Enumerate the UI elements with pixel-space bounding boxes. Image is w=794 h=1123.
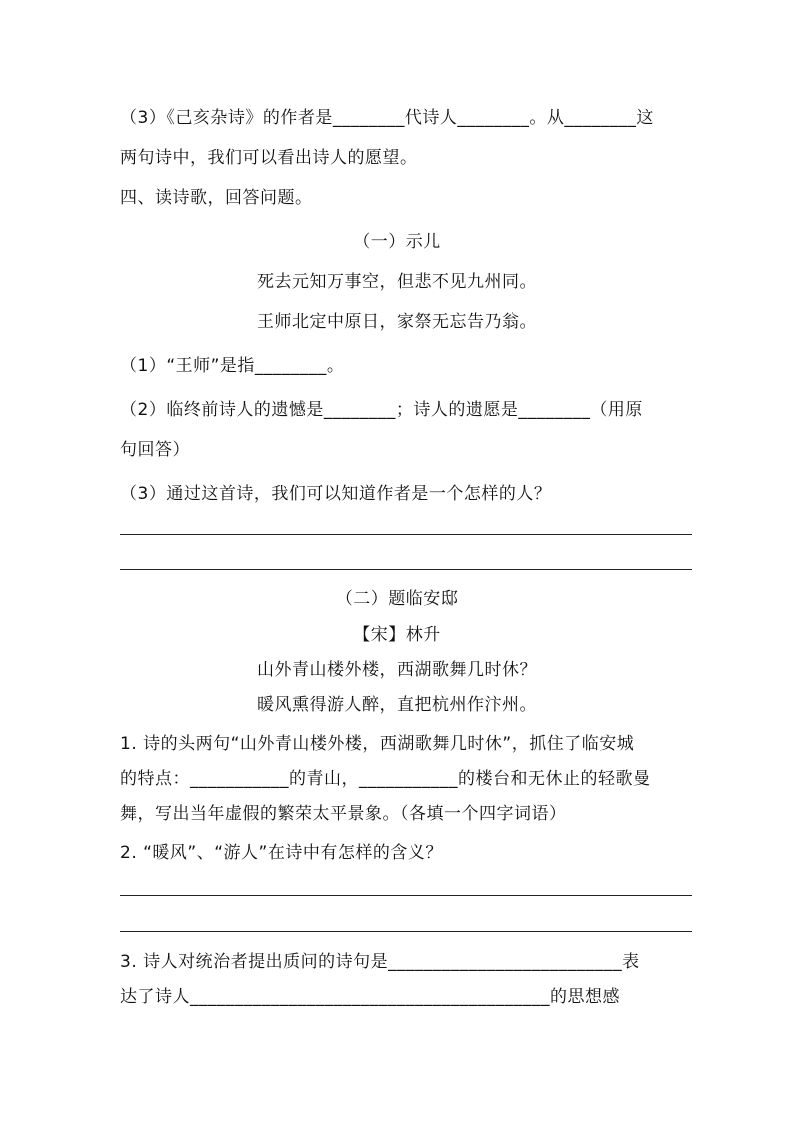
poem2-q1-line-1: 1. 诗的头两句“山外青山楼外楼，西湖歌舞几时休”，抓住了临安城 bbox=[120, 734, 635, 754]
answer-line[interactable] bbox=[120, 895, 692, 896]
poem2-q3-line-2: 达了诗人________________________________________的思想感 bbox=[120, 987, 620, 1007]
poem1-q3: （3）通过这首诗，我们可以知道作者是一个怎样的人？ bbox=[120, 484, 552, 504]
poem1-q2-line-2: 句回答） bbox=[120, 440, 190, 460]
question-3-line-2: 两句诗中，我们可以看出诗人的愿望。 bbox=[120, 148, 418, 168]
answer-line[interactable] bbox=[120, 534, 692, 535]
poem1-q1: （1）“王师”是指________。 bbox=[120, 356, 345, 376]
poem2-q1-line-3: 舞，写出当年虚假的繁荣太平景象。（各填一个四字词语） bbox=[120, 804, 567, 824]
poem2-author: 【宋】林升 bbox=[353, 625, 441, 645]
question-3-line-1: （3）《己亥杂诗》的作者是________代诗人________。从________这 bbox=[120, 108, 654, 128]
poem1-line-1: 死去元知万事空，但悲不见九州同。 bbox=[257, 272, 537, 292]
poem2-q2: 2. “暖风”、“游人”在诗中有怎样的含义？ bbox=[120, 843, 443, 863]
poem2-title: （二）题临安邸 bbox=[335, 589, 459, 609]
poem2-line-1: 山外青山楼外楼，西湖歌舞几时休？ bbox=[257, 660, 537, 680]
poem2-q1-line-2: 的特点：___________的青山，___________的楼台和无休止的轻歌曼 bbox=[120, 769, 651, 789]
answer-line[interactable] bbox=[120, 931, 692, 932]
poem1-title: （一）示儿 bbox=[353, 232, 441, 252]
poem1-line-2: 王师北定中原日，家祭无忘告乃翁。 bbox=[257, 312, 537, 332]
poem1-q2-line-1: （2）临终前诗人的遗憾是________；诗人的遗愿是________（用原 bbox=[120, 400, 643, 420]
section-four-heading: 四、读诗歌，回答问题。 bbox=[120, 188, 313, 208]
poem2-q3-line-1: 3. 诗人对统治者提出质问的诗句是__________________________表 bbox=[120, 952, 640, 972]
answer-line[interactable] bbox=[120, 569, 692, 570]
poem2-line-2: 暖风熏得游人醉，直把杭州作汴州。 bbox=[257, 695, 537, 715]
